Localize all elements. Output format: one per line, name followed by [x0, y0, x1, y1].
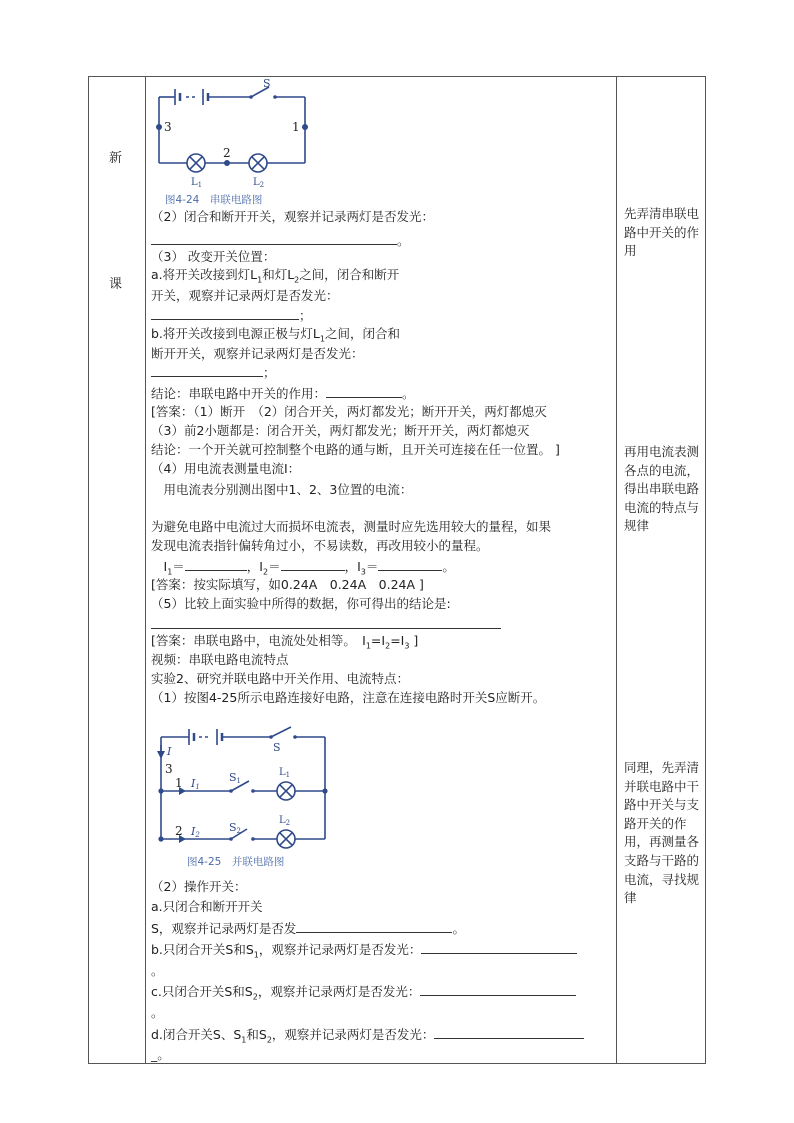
node-label-1: 1 — [292, 120, 300, 134]
answer-blank[interactable] — [296, 920, 452, 933]
switch-s1-label: S1 — [229, 771, 242, 785]
video-link[interactable]: 视频：串联电路电流特点 — [151, 652, 289, 667]
text-line: 用电流表分别测出图中1、2、3位置的电流： — [151, 482, 413, 497]
text-line: 断开开关，观察并记录两灯是否发光： — [151, 346, 364, 361]
answer-blank[interactable] — [378, 558, 442, 571]
current-i1-label: I1 — [191, 777, 200, 791]
answer-line: （3）前2小题都是：闭合开关，两灯都发光；断开开关，两灯都熄灭 — [151, 423, 530, 438]
lamp2-label: $L_2$ — [253, 177, 265, 189]
text-line: 发现电流表指针偏转角过小，不易读数，再改用较小的量程。 — [151, 538, 489, 553]
text-line: （4）用电流表测量电流I： — [151, 461, 301, 476]
answer-blank[interactable] — [421, 941, 577, 954]
column-divider — [616, 77, 617, 1063]
current-label: I — [167, 745, 172, 758]
answer-blank[interactable] — [420, 983, 576, 996]
answer-blank[interactable] — [151, 232, 397, 245]
text-line: （1）按图4-25所示电路连接好电路，注意在连接电路时开关S应断开。 — [151, 690, 546, 705]
figure-caption: 图4-24 串联电路图 — [165, 194, 263, 206]
teaching-note: 再用电流表测各点的电流，得出串联电路电流的特点与规律 — [624, 444, 700, 534]
lamp1-label: $L_1$ — [191, 177, 203, 189]
node-label-3: 3 — [165, 762, 173, 776]
answer-blank[interactable] — [151, 364, 263, 377]
current-i2-label: I2 — [191, 825, 200, 839]
text-line: $I_1=$ ，$I_2=$ ，$I_3=$ 。 — [151, 559, 455, 577]
answer-blank[interactable] — [151, 307, 299, 320]
lamp-l2-label: $L_2$ — [279, 815, 291, 827]
lesson-table — [88, 76, 706, 1064]
text-line: 。 — [151, 232, 410, 249]
switch-s-label: S — [273, 741, 281, 754]
text-line: 为避免电路中电流过大而损坏电流表，测量时应先选用较大的量程，如果 — [151, 519, 552, 534]
text-line — [151, 616, 501, 633]
notes-column — [622, 77, 704, 1063]
answer-line: [答案：按实际填写，如0.24A 0.24A 0.24A ] — [151, 577, 424, 592]
node-label-3: 3 — [164, 120, 172, 134]
section-column — [89, 77, 145, 1063]
column-divider — [145, 77, 146, 1063]
text-line: 。 — [151, 963, 164, 978]
answer-line: 结论：一个开关就可控制整个电路的通与断，且开关可连接在任一位置。 ] — [151, 442, 560, 457]
section-char-xin: 新 — [109, 151, 123, 166]
answer-blank[interactable] — [281, 558, 345, 571]
text-line: （2）操作开关： — [151, 879, 247, 894]
answer-blank[interactable] — [326, 385, 402, 398]
text-line: c.只闭合开关S和$S_2$，观察并记录两灯是否发光： — [151, 983, 576, 1000]
teaching-note: 同理，先弄清并联电路中干路中开关与支路开关的作用，再测量各支路与干路的电流，寻找规律 — [624, 760, 700, 906]
text-line: ； — [151, 307, 312, 324]
node-label-2: 2 — [175, 824, 183, 838]
text-line: b.只闭合开关S和$S_1$，观察并记录两灯是否发光： — [151, 941, 577, 958]
text-line: （3） 改变开关位置： — [151, 249, 276, 264]
switch-s2-label: S2 — [229, 821, 242, 835]
switch-label: S — [263, 77, 271, 90]
text-line: a.只闭合和断开开关 — [151, 899, 263, 914]
answer-line: [答案：串联电路中，电流处处相等。 $I_1=I_2=I_3$ ] — [151, 633, 419, 651]
node-label-1: 1 — [175, 776, 183, 790]
answer-blank[interactable] — [151, 616, 501, 629]
text-line: ； — [151, 364, 276, 381]
text-line: _。 — [151, 1047, 170, 1062]
answer-blank[interactable] — [434, 1026, 584, 1039]
text-line: a.将开关改接到灯$L_1$和灯$L_2$之间，闭合和断开 — [151, 267, 400, 285]
text-line: 开关，观察并记录两灯是否发光： — [151, 288, 339, 303]
text-line: S，观察并记录两灯是否发 。 — [151, 921, 465, 936]
answer-line: [答案：（1）断开 （2）闭合开关，两灯都发光；断开开关，两灯都熄灭 — [151, 404, 547, 419]
section-char-ke: 课 — [109, 277, 123, 292]
text-line: 实验2、研究并联电路中开关作用、电流特点： — [151, 671, 409, 686]
text-line: 结论：串联电路中开关的作用： 。 — [151, 386, 415, 401]
text-line: （5）比较上面实验中所得的数据，你可得出的结论是: — [151, 596, 451, 611]
figure-caption: 图4-25 并联电路图 — [187, 856, 285, 868]
parallel-circuit-figure — [149, 719, 329, 875]
node-label-2: 2 — [223, 146, 231, 160]
series-circuit-figure — [151, 77, 321, 209]
text-line: （2）闭合和断开开关，观察并记录两灯是否发光： — [151, 209, 434, 224]
text-line: d.闭合开关S、$S_1$和$S_2$，观察并记录两灯是否发光： — [151, 1026, 584, 1043]
teaching-note: 先弄清串联电路中开关的作用 — [624, 206, 700, 259]
lamp-l1-label: $L_1$ — [279, 767, 291, 779]
content-column — [149, 77, 615, 1063]
text-line: b.将开关改接到电源正极与灯$L_1$之间，闭合和 — [151, 326, 400, 344]
text-line: 。 — [151, 1005, 164, 1020]
answer-blank[interactable] — [185, 558, 247, 571]
